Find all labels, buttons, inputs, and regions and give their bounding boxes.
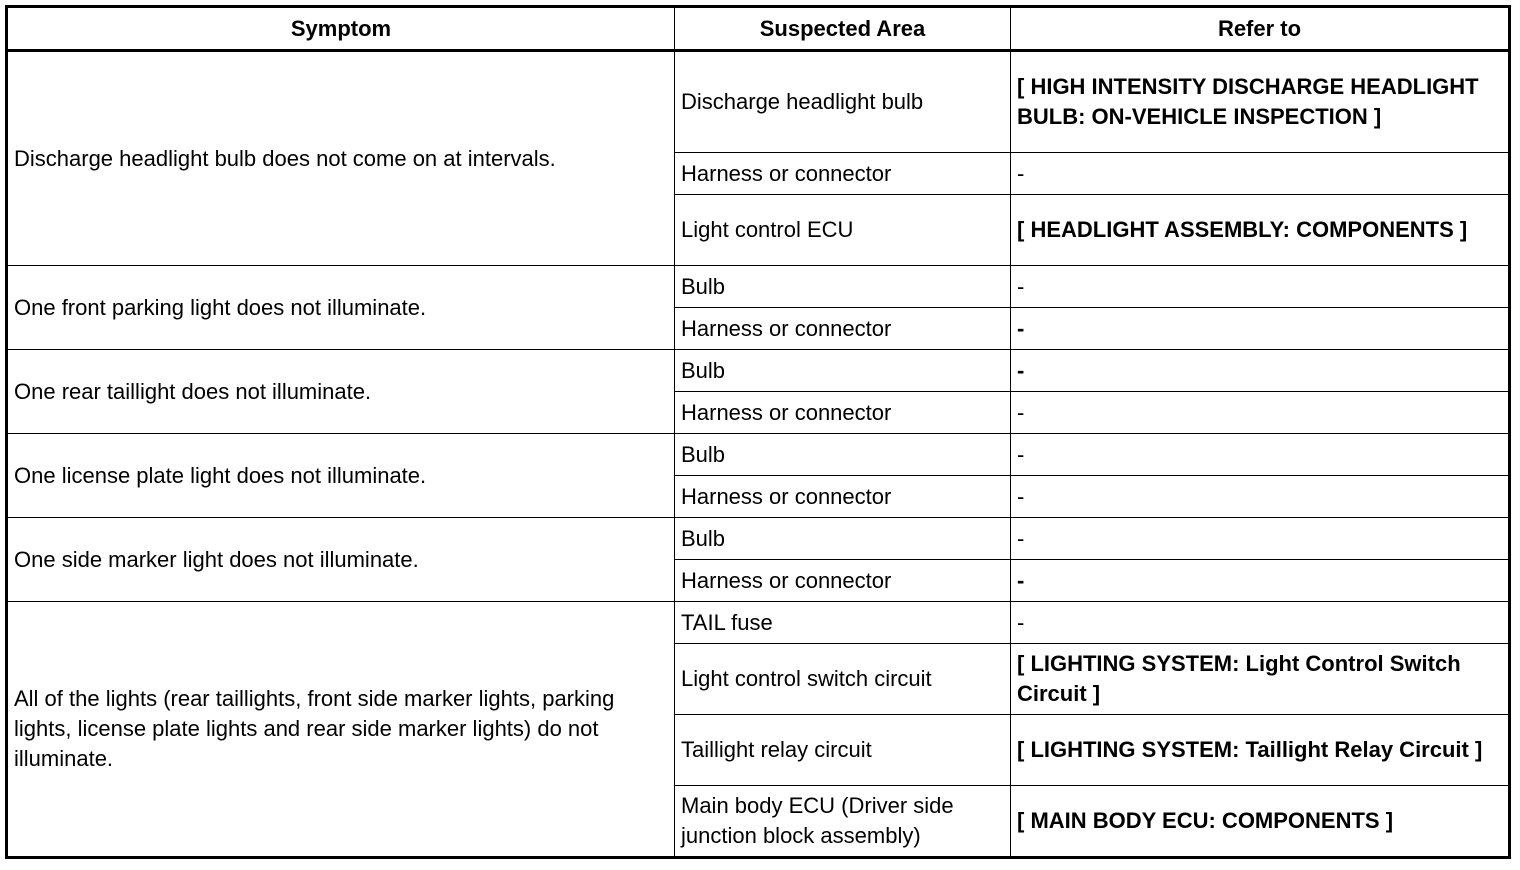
suspected-area-cell: TAIL fuse <box>675 602 1011 644</box>
suspected-area-cell: Light control ECU <box>675 195 1011 266</box>
table-row <box>7 266 1510 308</box>
refer-cell: - <box>1011 266 1510 308</box>
suspected-area-cell: Harness or connector <box>675 308 1011 350</box>
suspected-area-cell: Bulb <box>675 350 1011 392</box>
suspected-area-cell: Harness or connector <box>675 476 1011 518</box>
table-row <box>7 518 1510 560</box>
refer-cell: - <box>1011 153 1510 195</box>
refer-link[interactable]: [ LIGHTING SYSTEM: Light Control Switch Circuit ] <box>1011 644 1510 715</box>
suspected-area-cell: Main body ECU (Driver side junction block assembly) <box>675 786 1011 858</box>
suspected-area-cell: Discharge headlight bulb <box>675 51 1011 153</box>
refer-cell: - <box>1011 434 1510 476</box>
suspected-area-cell: Taillight relay circuit <box>675 715 1011 786</box>
suspected-area-cell: Harness or connector <box>675 392 1011 434</box>
symptom-cell: One side marker light does not illuminate. <box>7 518 675 602</box>
header-symptom: Symptom <box>7 7 675 51</box>
refer-cell: - <box>1011 392 1510 434</box>
refer-cell: - <box>1011 602 1510 644</box>
header-refer-to: Refer to <box>1011 7 1510 51</box>
symptom-cell: One front parking light does not illuminate. <box>7 266 675 350</box>
refer-cell: - <box>1011 308 1510 350</box>
header-row <box>7 7 1510 51</box>
suspected-area-cell: Bulb <box>675 266 1011 308</box>
symptom-cell: All of the lights (rear taillights, front side marker lights, parking lights, license plate lights and rear side marker lights) do not illuminate. <box>7 602 675 858</box>
refer-cell: - <box>1011 560 1510 602</box>
suspected-area-cell: Harness or connector <box>675 560 1011 602</box>
refer-link[interactable]: [ MAIN BODY ECU: COMPONENTS ] <box>1011 786 1510 858</box>
symptom-cell: One license plate light does not illuminate. <box>7 434 675 518</box>
refer-cell: - <box>1011 350 1510 392</box>
header-suspected-area: Suspected Area <box>675 7 1011 51</box>
refer-link[interactable]: [ HEADLIGHT ASSEMBLY: COMPONENTS ] <box>1011 195 1510 266</box>
symptom-cell: Discharge headlight bulb does not come on at intervals. <box>7 51 675 266</box>
refer-cell: - <box>1011 518 1510 560</box>
refer-link[interactable]: [ HIGH INTENSITY DISCHARGE HEADLIGHT BULB: ON-VEHICLE INSPECTION ] <box>1011 51 1510 153</box>
table-row <box>7 434 1510 476</box>
suspected-area-cell: Bulb <box>675 518 1011 560</box>
suspected-area-cell: Light control switch circuit <box>675 644 1011 715</box>
suspected-area-cell: Harness or connector <box>675 153 1011 195</box>
refer-cell: - <box>1011 476 1510 518</box>
refer-link[interactable]: [ LIGHTING SYSTEM: Taillight Relay Circuit ] <box>1011 715 1510 786</box>
table-row <box>7 602 1510 644</box>
table-row <box>7 51 1510 153</box>
symptom-cell: One rear taillight does not illuminate. <box>7 350 675 434</box>
table-row <box>7 350 1510 392</box>
troubleshooting-table <box>5 5 1511 859</box>
suspected-area-cell: Bulb <box>675 434 1011 476</box>
